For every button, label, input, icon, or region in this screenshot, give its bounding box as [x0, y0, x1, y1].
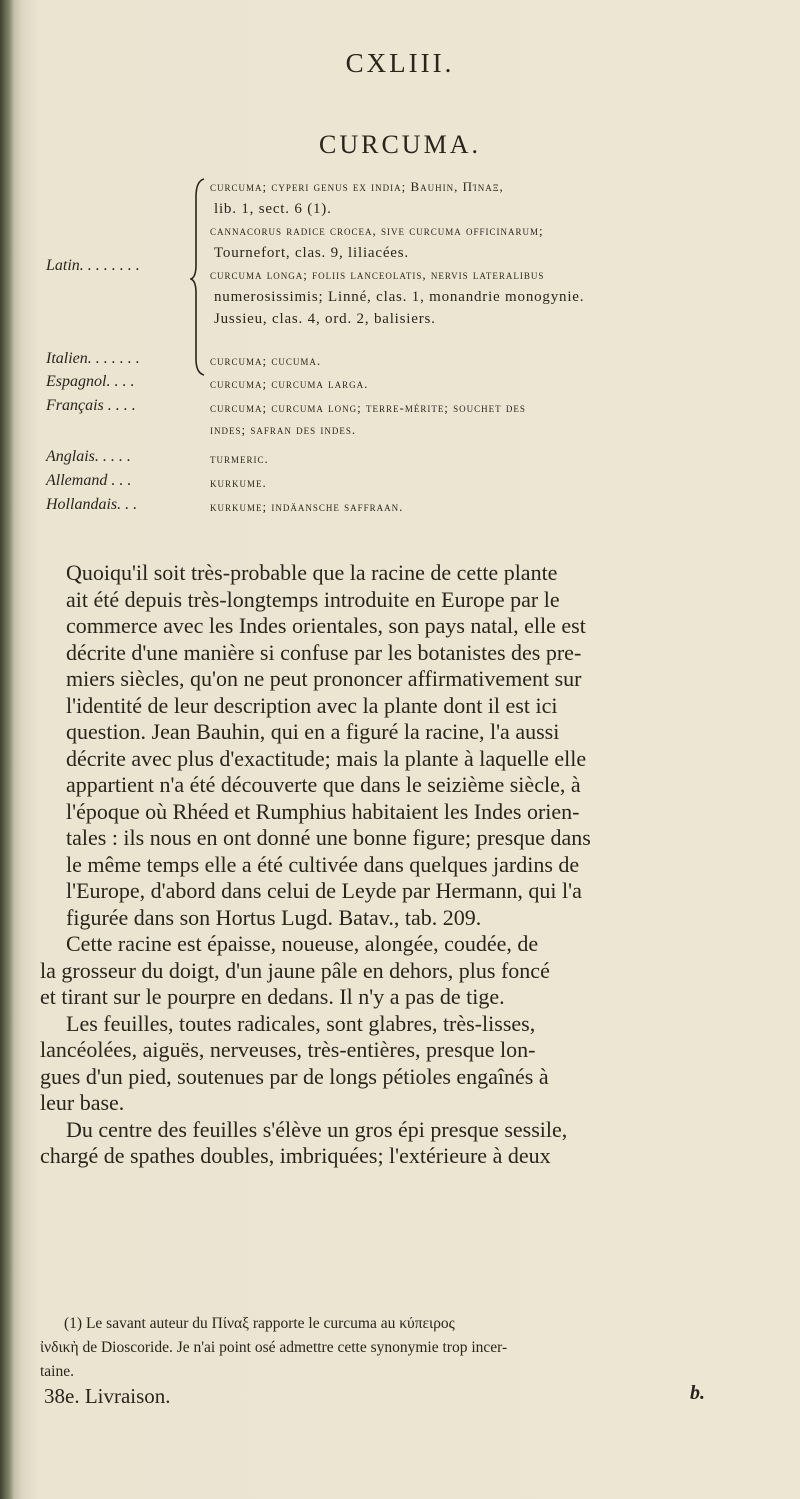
body-line: décrite d'une manière si confuse par les botanistes des pre-: [66, 639, 582, 665]
paragraph: [40, 1011, 780, 1117]
lang-espagnol: Espagnol. . . .: [46, 373, 135, 390]
latin-synonyms: [210, 176, 770, 330]
body-line: l'époque où Rhéed et Rumphius habitaient les Indes orien-: [66, 798, 580, 824]
footnote-line: ἰνδικὴ de Dioscoride. Je n'ai point osé admettre cette synonymie trop incer-: [40, 1339, 508, 1356]
paragraph: [40, 560, 780, 931]
sheet-signature: b.: [690, 1382, 705, 1404]
footnote-line: taine.: [40, 1363, 74, 1380]
syn-line: curcuma; cyperi genus ex india; Bauhin, Πίναξ,: [210, 179, 504, 194]
syn-line: indes; safran des indes.: [210, 422, 357, 437]
body-line: appartient n'a été découverte que dans le seizième siècle, à: [66, 772, 581, 797]
lang-latin: Latin. . . . . . . .: [46, 257, 140, 274]
syn-italien: curcuma; cucuma.: [210, 353, 322, 368]
body-line: Du centre des feuilles s'élève un gros épi presque sessile,: [66, 1116, 568, 1142]
syn-line: lib. 1, sect. 6 (1).: [214, 201, 332, 217]
body-line: l'Europe, d'abord dans celui de Leyde par Hermann, qui l'a: [66, 878, 582, 903]
body-line: ait été depuis très-longtemps introduite en Europe par le: [66, 586, 560, 612]
syn-espagnol: curcuma; curcuma larga.: [210, 376, 369, 391]
lang-hollandais: Hollandais. . .: [46, 496, 138, 513]
body-line: commerce avec les Indes orientales, son pays natal, elle est: [66, 613, 586, 638]
body-line: Cette racine est épaisse, noueuse, alongée, coudée, de: [66, 931, 539, 956]
syn-line: curcuma longa; foliis lanceolatis, nervis lateralibus: [210, 267, 545, 282]
footnote: [40, 1312, 780, 1384]
paragraph: [40, 931, 780, 1011]
body-line: l'identité de leur description avec la plante dont il est ici: [66, 692, 558, 718]
paragraph: [40, 1117, 780, 1170]
syn-anglais: turmeric.: [210, 451, 269, 466]
page-binding-edge: [0, 0, 14, 1499]
latin-brace-icon: [190, 177, 208, 377]
syn-line: cannacorus radice crocea, sive curcuma officinarum;: [210, 223, 544, 238]
body-line: figurée dans son Hortus Lugd. Batav., tab. 209.: [66, 904, 482, 930]
body-line: le même temps elle a été cultivée dans quelques jardins de: [66, 851, 580, 877]
syn-allemand: kurkume.: [210, 475, 267, 490]
lang-allemand: Allemand . . .: [46, 472, 132, 489]
lang-anglais: Anglais. . . . .: [46, 448, 131, 465]
page-title: CURCUMA.: [319, 130, 481, 159]
chapter-number: CXLIII.: [345, 48, 455, 78]
syn-line: Jussieu, clas. 4, ord. 2, balisiers.: [214, 311, 436, 327]
body-line: leur base.: [40, 1090, 125, 1115]
body-text: [40, 560, 780, 1170]
body-line: décrite avec plus d'exactitude; mais la plante à laquelle elle: [66, 745, 587, 771]
body-line: et tirant sur le pourpre en dedans. Il n'y a pas de tige.: [40, 984, 505, 1009]
body-line: chargé de spathes doubles, imbriquées; l'extérieure à deux: [40, 1143, 551, 1168]
footnote-line: (1) Le savant auteur du Πίναξ rapporte le curcuma au κύπειρος: [64, 1315, 455, 1332]
body-line: gues d'un pied, soutenues par de longs pétioles engaînés à: [40, 1063, 549, 1089]
body-line: Les feuilles, toutes radicales, sont glabres, très-lisses,: [66, 1010, 536, 1036]
body-line: tales : ils nous en ont donné une bonne figure; presque dans: [66, 825, 591, 850]
body-line: question. Jean Bauhin, qui en a figuré la racine, l'a aussi: [66, 719, 560, 744]
syn-line: numerosissimis; Linné, clas. 1, monandrie monogynie.: [214, 289, 585, 305]
body-line: miers siècles, qu'on ne peut prononcer affirmativement sur: [66, 666, 582, 691]
livraison-signature: 38e. Livraison.: [44, 1384, 171, 1408]
syn-line: curcuma; curcuma long; terre-mérite; souchet des: [210, 400, 526, 415]
lang-francais: Français . . . .: [46, 397, 136, 414]
lang-italien: Italien. . . . . . .: [46, 350, 140, 367]
syn-line: Tournefort, clas. 9, liliacées.: [214, 245, 409, 261]
body-line: la grosseur du doigt, d'un jaune pâle en dehors, plus foncé: [40, 957, 550, 983]
syn-francais: [210, 397, 770, 441]
body-line: Quoiqu'il soit très-probable que la racine de cette plante: [66, 560, 558, 585]
syn-hollandais: kurkume; indäansche saffraan.: [210, 499, 404, 514]
body-line: lancéolées, aiguës, nerveuses, très-entières, presque lon-: [40, 1037, 536, 1062]
